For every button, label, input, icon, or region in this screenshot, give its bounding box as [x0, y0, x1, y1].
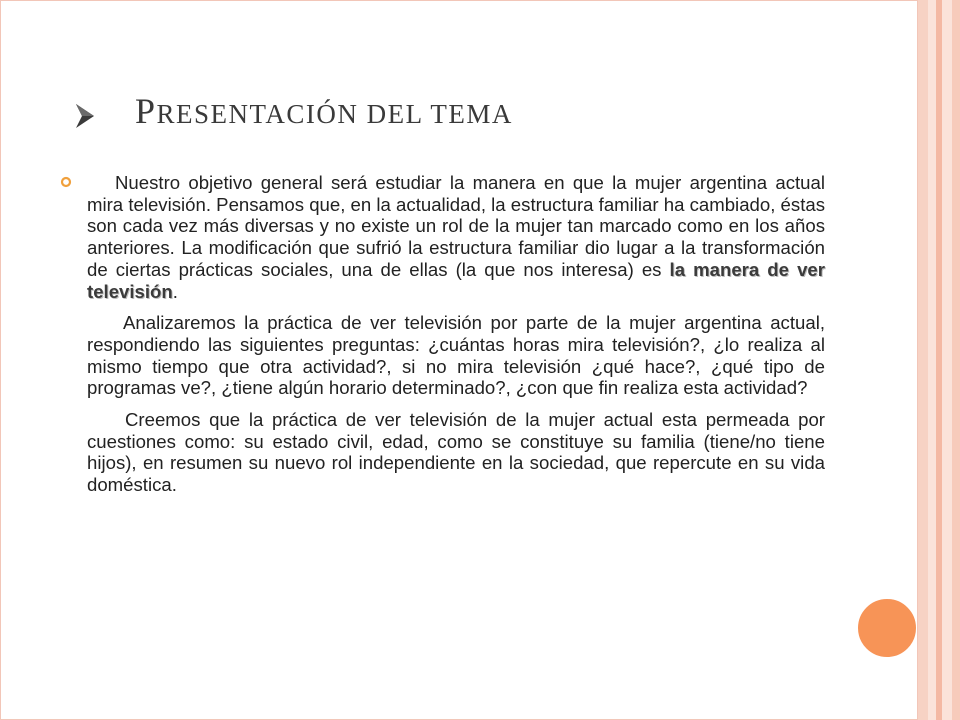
- circle-bullet-icon: [60, 176, 72, 188]
- paragraph-1-text: Nuestro objetivo general será estudiar la manera en que la mujer argentina actual mira televisión. Pensamos que, en la actualidad, la estructura familiar ha cambiado, éstas son cada vez más diversas y no existe un rol de la mujer tan marcado como en los años anteriores. La modificación que sufrió la estructura familiar dio lugar a la transformación de ciertas prácticas sociales, una de ellas (la que nos interesa) es: [87, 172, 825, 280]
- decorative-stripes: [918, 0, 960, 720]
- paragraph-1-end: .: [172, 280, 178, 302]
- paragraph-1-highlight: la manera de ver televisión: [87, 258, 825, 302]
- title-row: [75, 91, 835, 148]
- paragraph-2: Analizaremos la práctica de ver televisión por parte de la mujer argentina actual, respondiendo las siguientes preguntas: ¿cuántas horas mira televisión?, ¿lo realiza al mismo tiempo que otra actividad?, si no mira televisión ¿qué hace?, ¿qué tipo de programas ve?, ¿tiene algún horario determinado?, ¿con que fin realiza esta actividad?: [87, 312, 825, 399]
- title-rest: RESENTACIÓN DEL TEMA: [156, 99, 513, 129]
- title-first-letter: P: [135, 91, 157, 131]
- decorative-circle: [857, 598, 917, 658]
- stripe: [942, 0, 952, 720]
- stripe: [928, 0, 936, 720]
- paragraph-3: Creemos que la práctica de ver televisión de la mujer actual esta permeada por cuestiones como: su estado civil, edad, como se constituye su familia (tiene/no tiene hijos), en resumen su nuevo rol independiente en la sociedad, que repercute en su vida doméstica.: [87, 409, 825, 496]
- stripe: [918, 0, 928, 720]
- arrowhead-bullet-icon: [75, 102, 95, 130]
- stripe: [952, 0, 960, 720]
- paragraph-1: [87, 172, 825, 302]
- page-title: [135, 90, 513, 132]
- body-text: [87, 172, 825, 506]
